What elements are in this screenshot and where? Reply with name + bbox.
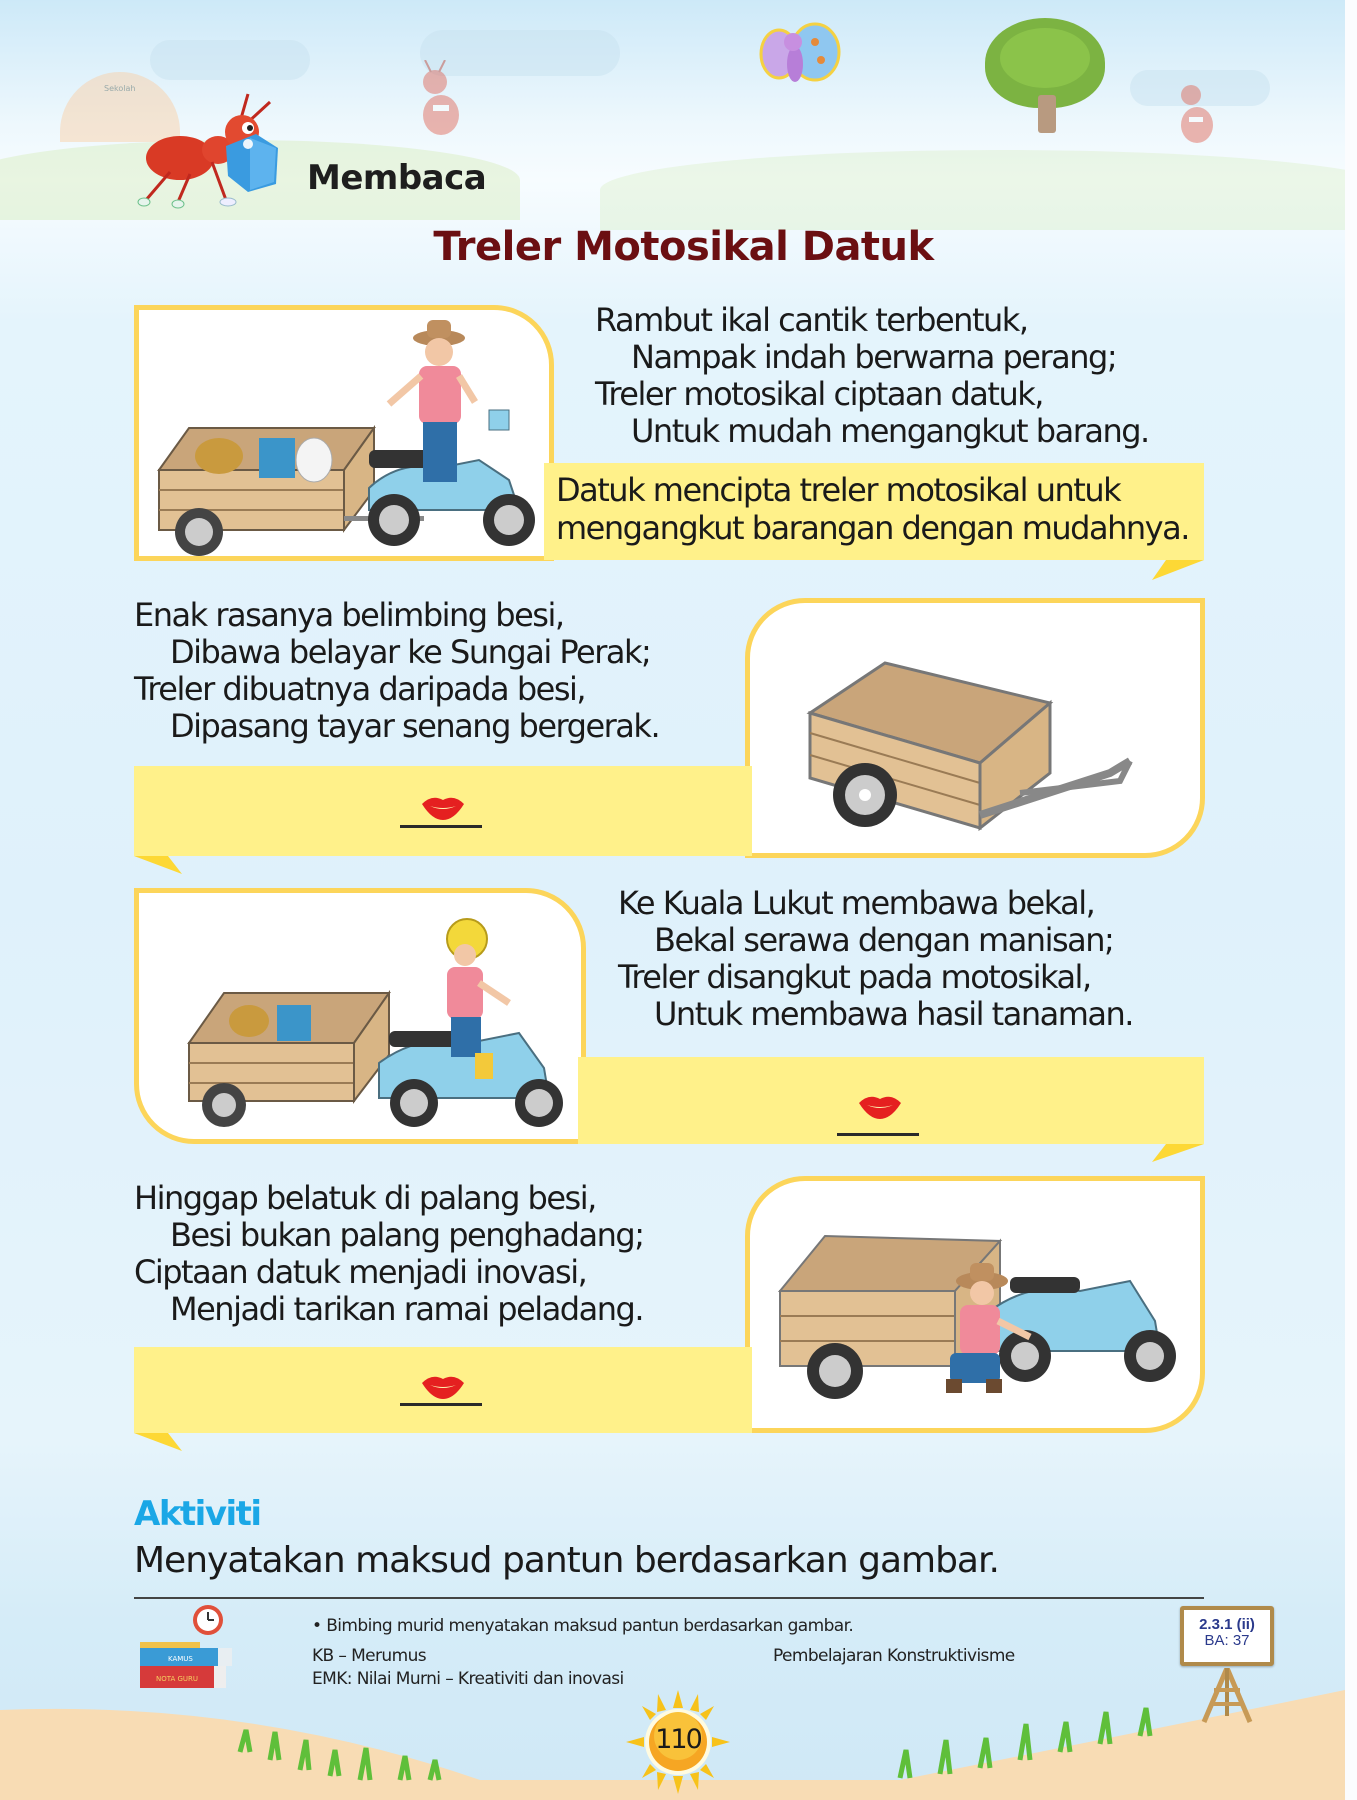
- poem-line: Ke Kuala Lukut membawa bekal,: [618, 884, 1095, 922]
- cloud-decoration: [150, 40, 310, 80]
- empty-trailer-image: [750, 603, 1200, 853]
- books-and-clock-icon: [140, 1604, 240, 1694]
- poem-line: Treler motosikal ciptaan datuk,: [595, 375, 1043, 413]
- stanza-4-meaning-banner: [134, 1347, 752, 1433]
- activity-heading: Aktiviti: [134, 1494, 261, 1534]
- poem-line: Ciptaan datuk menjadi inovasi,: [134, 1253, 587, 1291]
- divider: [134, 1597, 1204, 1599]
- hill-decoration: [600, 150, 1345, 230]
- page-title: Treler Motosikal Datuk: [433, 224, 934, 270]
- grandfather-riding-motorcycle-image: [139, 893, 581, 1139]
- stanza-3-illustration: [134, 888, 586, 1144]
- speak-lips-icon[interactable]: [420, 1373, 466, 1399]
- grandfather-attaching-trailer-image: [750, 1181, 1200, 1428]
- thinking-skill-note: KB – Merumus: [312, 1646, 426, 1666]
- activity-instruction: Menyatakan maksud pantun berdasarkan gambar.: [134, 1540, 999, 1581]
- standard-reference-easel: [1180, 1606, 1274, 1666]
- speech-tail-icon: [134, 856, 182, 874]
- reading-ant-mascot-icon: [130, 92, 290, 212]
- speech-tail-icon: [1152, 1144, 1204, 1162]
- poem-line: Dipasang tayar senang bergerak.: [170, 707, 660, 745]
- speech-tail-icon: [134, 1433, 182, 1451]
- poem-line: Bekal serawa dengan manisan;: [654, 921, 1114, 959]
- poem-line: Besi bukan palang penghadang;: [170, 1216, 644, 1254]
- meaning-text: Datuk mencipta treler motosikal untuk mengangkut barangan dengan mudahnya.: [556, 471, 1189, 547]
- stanza-2-poem: [134, 597, 659, 745]
- speech-tail-icon: [1152, 560, 1204, 580]
- learning-approach-note: Pembelajaran Konstruktivisme: [773, 1646, 1015, 1666]
- stanza-1-illustration: [134, 305, 554, 561]
- easel-stand-icon: [1196, 1668, 1258, 1724]
- poem-line: Hinggap belatuk di palang besi,: [134, 1179, 596, 1217]
- answer-blank-line[interactable]: [400, 825, 482, 828]
- answer-blank-line[interactable]: [837, 1133, 919, 1136]
- standard-code: 2.3.1 (ii): [1199, 1616, 1255, 1633]
- page-margin: [1345, 0, 1357, 1800]
- activity-book-reference: BA: 37: [1204, 1632, 1250, 1649]
- poem-line: Dibawa belayar ke Sungai Perak;: [170, 633, 651, 671]
- poem-line: Treler disangkut pada motosikal,: [618, 958, 1091, 996]
- stanza-1-poem: [595, 302, 1149, 450]
- stanza-1-meaning-banner: [544, 463, 1204, 560]
- poem-line: Nampak indah berwarna perang;: [631, 338, 1117, 376]
- poem-line: Rambut ikal cantik terbentuk,: [595, 301, 1028, 339]
- tree-trunk-decoration: [1038, 95, 1056, 133]
- poem-line: Treler dibuatnya daripada besi,: [134, 670, 586, 708]
- grandfather-motorcycle-trailer-image: [139, 310, 549, 556]
- poem-line: Menjadi tarikan ramai peladang.: [170, 1290, 643, 1328]
- section-heading: Membaca: [307, 158, 487, 198]
- speak-lips-icon[interactable]: [420, 794, 466, 820]
- teacher-note: • Bimbing murid menyatakan maksud pantun berdasarkan gambar.: [312, 1616, 854, 1636]
- stanza-2-illustration: [745, 598, 1205, 858]
- butterfly-icon: [755, 20, 845, 100]
- stanza-3-meaning-banner: [578, 1057, 1204, 1144]
- background-ant-icon: [1165, 75, 1225, 155]
- stanza-4-illustration: [745, 1176, 1205, 1433]
- page-number: 110: [655, 1724, 701, 1755]
- svg-text:KAMUS: KAMUS: [168, 1655, 193, 1663]
- poem-line: Enak rasanya belimbing besi,: [134, 596, 564, 634]
- stanza-3-poem: [618, 885, 1133, 1033]
- poem-line: Untuk membawa hasil tanaman.: [654, 995, 1133, 1033]
- poem-line: Untuk mudah mengangkut barang.: [631, 412, 1149, 450]
- stanza-4-poem: [134, 1180, 643, 1328]
- svg-text:NOTA GURU: NOTA GURU: [156, 1675, 199, 1683]
- tree-decoration: [1000, 28, 1090, 88]
- stanza-2-meaning-banner: [134, 766, 752, 856]
- school-sign: Sekolah: [104, 84, 136, 93]
- answer-blank-line[interactable]: [400, 1403, 482, 1406]
- speak-lips-icon[interactable]: [857, 1093, 903, 1119]
- background-ant-icon: [405, 60, 475, 150]
- emk-note: EMK: Nilai Murni – Kreativiti dan inovasi: [312, 1669, 624, 1689]
